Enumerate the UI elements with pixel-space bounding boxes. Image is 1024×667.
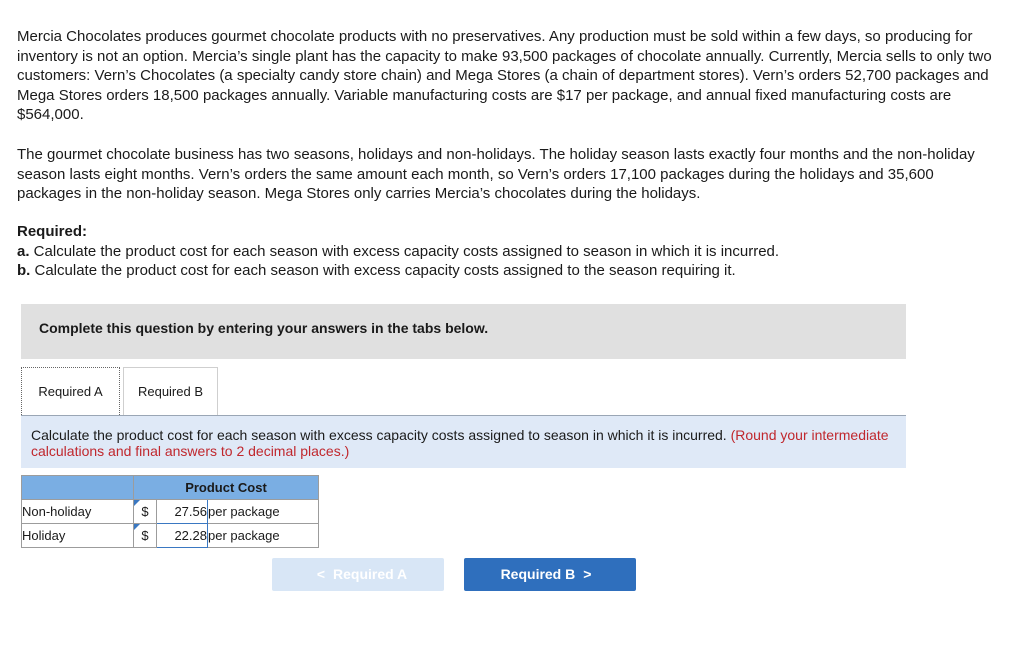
currency-symbol: $ — [134, 524, 157, 548]
banner-text: Complete this question by entering your answers in the tabs below. — [39, 320, 489, 336]
problem-paragraph-2: The gourmet chocolate business has two seasons, holidays and non-holidays. The holiday season lasts exactly four months and the non-holiday season lasts eight months. Vern’s orders the same amount each month, so Vern’s orders 17,100 packages during the holidays and 35,600 packages in the non-holiday season. Mega Stores only carries Mercia’s chocolates during the holidays. — [17, 146, 975, 202]
chevron-left-icon: < — [316, 566, 326, 582]
holiday-cost-input[interactable]: 22.28 — [157, 524, 208, 548]
next-button-label: Required B — [500, 566, 576, 582]
previous-required-a-button[interactable] — [272, 558, 444, 591]
instruction-note: (Round your intermediate calculations and final answers to 2 decimal places.) — [31, 427, 889, 459]
table-row-holiday — [22, 524, 319, 548]
prev-button-label: Required A — [333, 566, 408, 582]
answer-table — [21, 475, 319, 548]
problem-paragraph-1: Mercia Chocolates produces gourmet chocolate products with no preservatives. Any production must be sold within a few days, so producing for inventory is not an option. Mercia’s single plant has the capacity to make 93,500 packages of chocolate annually. Currently, Mercia sells to only two customers: Vern’s Chocolates (a specialty candy store chain) and Mega Stores (a chain of department stores). Vern’s orders 52,700 packages and Mega Stores orders 18,500 packages annually. Variable manufacturing costs are $17 per package, and annual fixed manufacturing costs are $564,000. — [17, 28, 992, 123]
instructions-banner — [21, 304, 906, 359]
tab-required-a[interactable]: Required A — [21, 367, 120, 415]
table-corner-cell — [22, 476, 134, 500]
next-required-b-button[interactable] — [464, 558, 636, 591]
product-cost-header: Product Cost — [134, 476, 319, 500]
row-label: Holiday — [22, 524, 134, 548]
requirement-a: a. Calculate the product cost for each season with excess capacity costs assigned to season in which it is incurred. — [17, 242, 780, 260]
currency-symbol: $ — [134, 500, 157, 524]
required-title: Required: — [17, 223, 88, 240]
unit-label: per package — [208, 500, 319, 524]
tab-instruction — [21, 416, 906, 468]
requirements — [17, 222, 992, 281]
requirement-b: b. Calculate the product cost for each season with excess capacity costs assigned to the season requiring it. — [17, 262, 736, 279]
tab-required-b[interactable]: Required B — [123, 367, 218, 415]
chevron-right-icon: > — [583, 566, 592, 582]
unit-label: per package — [208, 524, 319, 548]
instruction-text: Calculate the product cost for each season with excess capacity costs assigned to season in which it is incurred. — [31, 427, 727, 443]
table-row-non-holiday — [22, 500, 319, 524]
row-label: Non-holiday — [22, 500, 134, 524]
non-holiday-cost-input[interactable]: 27.56 — [157, 500, 208, 524]
